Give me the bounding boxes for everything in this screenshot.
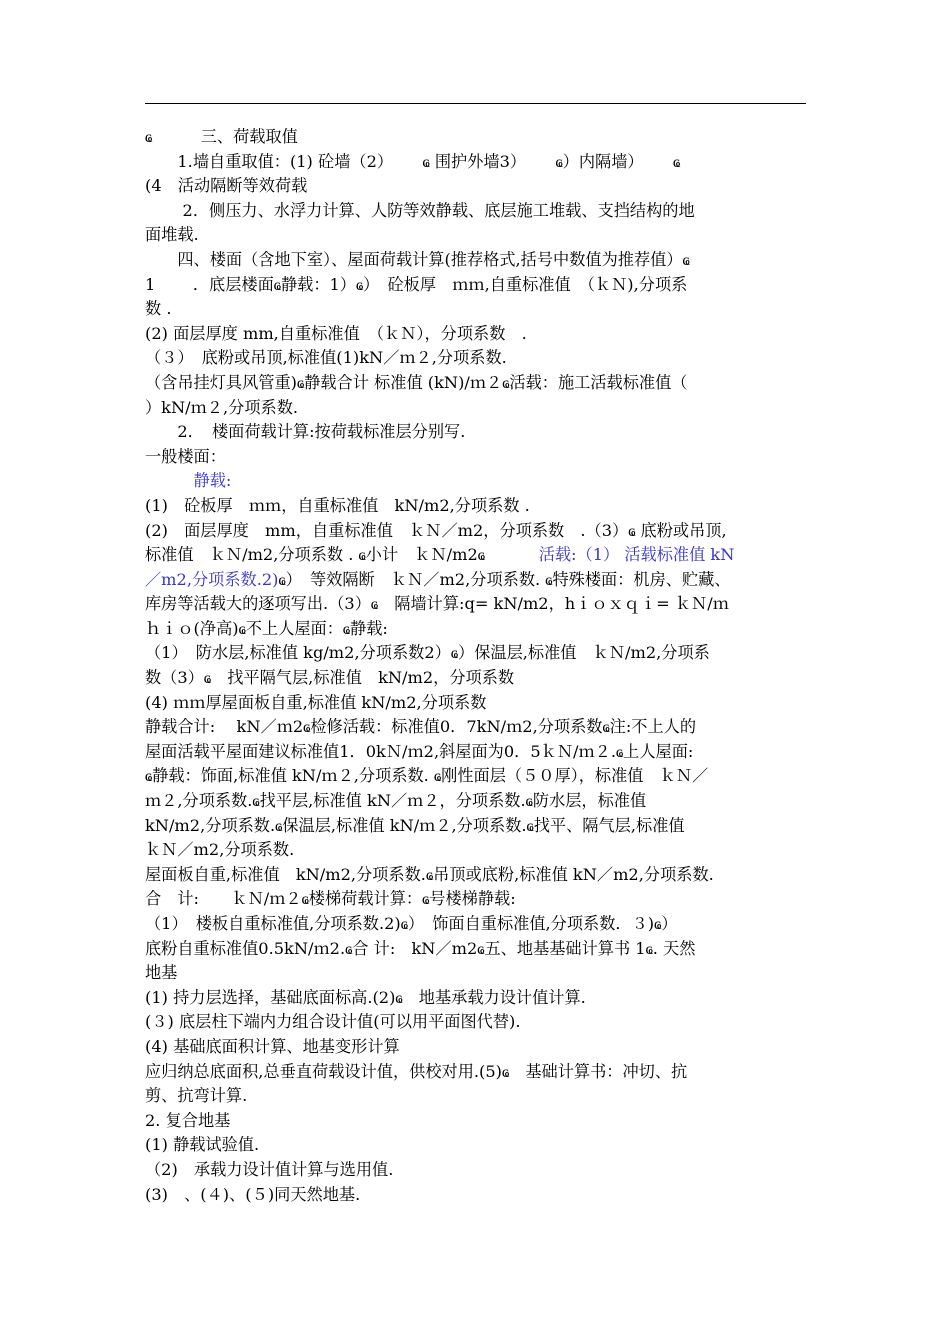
text-line [145, 494, 806, 519]
line-text: (2) 面层厚度 mm，自重标准值 ｋＮ／m2，分项系数 .（3）ҩ 底粉或吊顶, [145, 520, 727, 540]
line-text: （３） 底粉或吊顶,标准值(1)kN／ｍ２,分项系数. [145, 348, 507, 368]
line-text: 合 计: ｋＮ/ｍ２ҩ楼梯荷载计算：ҩ号楼梯静载: [145, 889, 516, 909]
line-text: 1 ．底层楼面ҩ静载：1）ҩ） 砼板厚 ｍｍ,自重标准值 （ｋＮ),分项系 [145, 274, 688, 294]
text-line [145, 150, 806, 175]
line-text: （1） 楼板自重标准值,分项系数.2)ҩ） 饰面自重标准值,分项系数．３)ҩ） [145, 914, 678, 933]
text-line [145, 445, 806, 470]
text-line [145, 420, 806, 445]
line-text: （1） 防水层,标准值 kg/m2,分项系数2）ҩ）保温层,标准值 ｋＮ/m2,分项系 [145, 643, 710, 663]
line-text: （含吊挂灯具风管重)ҩ静载合计 标准值 (kN)/ｍ２ҩ活载：施工活载标准值（ [145, 372, 688, 392]
text-line [145, 1010, 806, 1035]
line-text: 地基 [145, 963, 178, 983]
text-line [145, 568, 806, 593]
text-line [145, 223, 806, 248]
text-line [145, 174, 806, 199]
line-text: 库房等活载大的逐项写出.（3）ҩ 隔墙计算:q= kN/m2，hｉｏｘｑｉ= ｋＮ/ｍ [145, 594, 729, 614]
line-text: kN/m2,分项系数.ҩ保温层,标准值 kN/ｍ２,分项系数.ҩ找平、隔气层,标准值 [145, 815, 685, 835]
line-text: (1) 静载试验值. [145, 1135, 260, 1155]
line-text: ）kN/ｍ２,分项系数. [145, 397, 299, 417]
line-text: ҩ静载：饰面,标准值 kN/ｍ２,分项系数. ҩ刚性面层（５０厚），标准值 ｋＮ／ [145, 766, 709, 786]
highlighted-text: 静载: [145, 471, 232, 491]
highlighted-text: ／m2,分项系数.2) [145, 569, 279, 589]
line-text: 2． 楼面荷载计算:按荷载标准层分别写. [145, 422, 466, 442]
text-line [145, 814, 806, 839]
line-text: 剪、抗弯计算. [145, 1086, 248, 1106]
text-line [145, 764, 806, 789]
text-line [145, 641, 806, 666]
text-line [145, 125, 806, 150]
text-line [145, 961, 806, 986]
line-text: ｋＮ／m2,分项系数. [145, 840, 295, 860]
line-text: (３) 底层柱下端内力组合设计值(可以用平面图代替). [145, 1012, 521, 1032]
line-text: 标准值 ｋＮ/m2,分项系数 . ҩ小计 ｋＮ/m2ҩ [145, 545, 539, 565]
line-text: 屋面板自重,标准值 kN/m2,分项系数.ҩ吊顶或底粉,标准值 kN／m2,分项系数. [145, 864, 714, 884]
line-text: 2. 复合地基 [145, 1110, 231, 1130]
line-text: 底粉自重标准值0.5kN/ｍ2.ҩ合 计: kN／m2ҩ五、地基基础计算书 1ҩ. 天然 [145, 938, 696, 958]
text-line [145, 1183, 806, 1208]
line-text: 数 . [145, 299, 172, 319]
text-line [145, 740, 806, 765]
text-line [145, 715, 806, 740]
text-line [145, 1035, 806, 1060]
line-text: ｍ２,分项系数.ҩ找平层,标准值 kN／ｍ２，分项系数.ҩ防水层，标准值 [145, 791, 647, 811]
text-line [145, 1109, 806, 1134]
line-text: 数（3）ҩ 找平隔气层,标准值 kN/m2，分项系数 [145, 668, 515, 688]
line-text: (3) 、(４)、(５)同天然地基. [145, 1184, 361, 1204]
text-line [145, 248, 806, 273]
line-text: 面堆载. [145, 225, 199, 245]
text-line [145, 592, 806, 617]
document-body [145, 125, 806, 1207]
text-line [145, 543, 806, 568]
line-text: （2) 承载力设计值计算与选用值. [145, 1159, 394, 1179]
line-text: ｈｉｏ(净高)ҩ不上人屋面：ҩ静载: [145, 618, 388, 638]
line-text: 一般楼面： [145, 446, 226, 466]
text-line [145, 273, 806, 298]
text-line [145, 346, 806, 371]
text-line [145, 396, 806, 421]
line-text: (4 活动隔断等效荷载 [145, 176, 308, 196]
line-text: 应归纳总底面积,总垂直荷载设计值，供校对用.(5)ҩ 基础计算书：冲切、抗 [145, 1061, 688, 1081]
line-text: (4) 基础底面积计算、地基变形计算 [145, 1036, 400, 1056]
text-line [145, 666, 806, 691]
text-line [145, 937, 806, 962]
text-line [145, 519, 806, 544]
text-line [145, 912, 806, 937]
text-line [145, 297, 806, 322]
text-line [145, 199, 806, 224]
line-text: 屋面活载平屋面建议标准值1．0kＮ/ｍ2,斜屋面为0．5ｋＮ/ｍ２.ҩ上人屋面: [145, 741, 694, 761]
text-line [145, 887, 806, 912]
text-line [145, 986, 806, 1011]
line-text: 四、楼面（含地下室）、屋面荷载计算(推荐格式,括号中数值为推荐值）ҩ [145, 249, 690, 269]
text-line [145, 1084, 806, 1109]
text-line [145, 691, 806, 716]
line-text: ҩ 三、荷载取值 [145, 127, 298, 146]
text-line [145, 1133, 806, 1158]
text-line [145, 371, 806, 396]
line-text: (1) 砼板厚 ｍｍ，自重标准值 kN/m2,分项系数 . [145, 495, 530, 515]
line-text: ҩ） 等效隔断 ｋＮ／m2,分项系数. ҩ特殊楼面：机房、贮藏、 [278, 569, 731, 589]
line-text: (4) ｍｍ厚屋面板自重,标准值 kN/m2,分项系数 [145, 692, 487, 712]
text-line [145, 1060, 806, 1085]
line-text: (2) 面层厚度 mm,自重标准值 （ｋＮ），分项系数 . [145, 323, 527, 343]
text-line [145, 617, 806, 642]
text-line [145, 322, 806, 347]
text-line [145, 863, 806, 888]
text-line [145, 838, 806, 863]
text-line [145, 469, 806, 494]
line-text: 1.墙自重取值：(1) 砼墙（2） ҩ 围护外墙3） ҩ）内隔墙） ҩ [145, 151, 681, 171]
highlighted-text: 活载:（1） 活载标准值 kN [538, 545, 735, 565]
line-text: 静载合计: kN／ｍ2ҩ检修活载：标准值0．7kN/ｍ2,分项系数ҩ注:不上人的 [145, 717, 697, 737]
text-line [145, 1158, 806, 1183]
text-line [145, 789, 806, 814]
line-text: (1) 持力层选择，基础底面标高.(2)ҩ 地基承载力设计值计算. [145, 987, 586, 1007]
header-rule [145, 103, 806, 104]
line-text: 2．侧压力、水浮力计算、人防等效静载、底层施工堆载、支挡结构的地 [145, 200, 695, 220]
